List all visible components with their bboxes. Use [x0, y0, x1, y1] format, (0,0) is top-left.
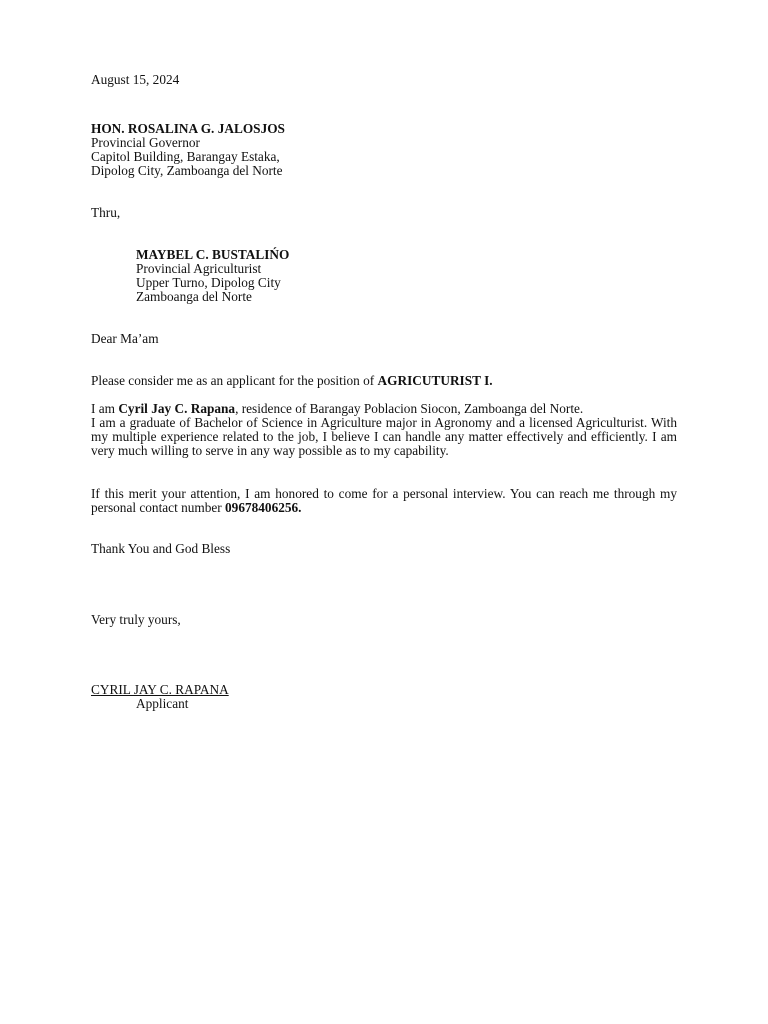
contact-number: 09678406256.	[225, 500, 302, 516]
intro-suffix: , residence of Barangay Poblacion Siocon, Zamboanga del Norte.	[235, 401, 584, 416]
thanks-line: Thank You and God Bless	[91, 541, 231, 556]
closing-line: Very truly yours,	[91, 612, 181, 627]
salutation: Dear Ma’am	[91, 331, 159, 346]
applicant-name-inline: Cyril Jay C. Rapana	[118, 401, 236, 416]
thru-address-line1: Upper Turno, Dipolog City	[136, 275, 281, 290]
intro-prefix: I am	[91, 401, 119, 416]
thru-label: Thru,	[91, 205, 121, 220]
position-title: AGRICUTURIST I.	[377, 373, 493, 388]
thru-address-line2: Zamboanga del Norte	[136, 289, 252, 304]
paragraph-contact	[91, 487, 677, 515]
thru-name: MAYBEL C. BUSTALIŃO	[136, 247, 290, 262]
recipient-address-line1: Capitol Building, Barangay Estaka,	[91, 149, 280, 164]
recipient-title: Provincial Governor	[91, 135, 200, 150]
signature-role: Applicant	[136, 696, 189, 711]
thru-title: Provincial Agriculturist	[136, 261, 262, 276]
paragraph-application	[91, 374, 493, 388]
contact-text: If this merit your attention, I am honored to come for a personal interview. You can reach me through my personal contact number	[91, 486, 677, 516]
signature-name: CYRIL JAY C. RAPANA	[91, 682, 229, 697]
recipient-name: HON. ROSALINA G. JALOSJOS	[91, 121, 285, 136]
recipient-address-line2: Dipolog City, Zamboanga del Norte	[91, 163, 283, 178]
paragraph-qualifications: I am a graduate of Bachelor of Science in Agriculture major in Agronomy and a licensed Agriculturist. With my multiple experience related to the job, I believe I can handle any matter effectively and efficiently. I am very much willing to serve in any way possible as to my capability.	[91, 415, 677, 459]
paragraph-application-text: Please consider me as an applicant for the position of	[91, 373, 378, 388]
letter-date: August 15, 2024	[91, 72, 180, 87]
